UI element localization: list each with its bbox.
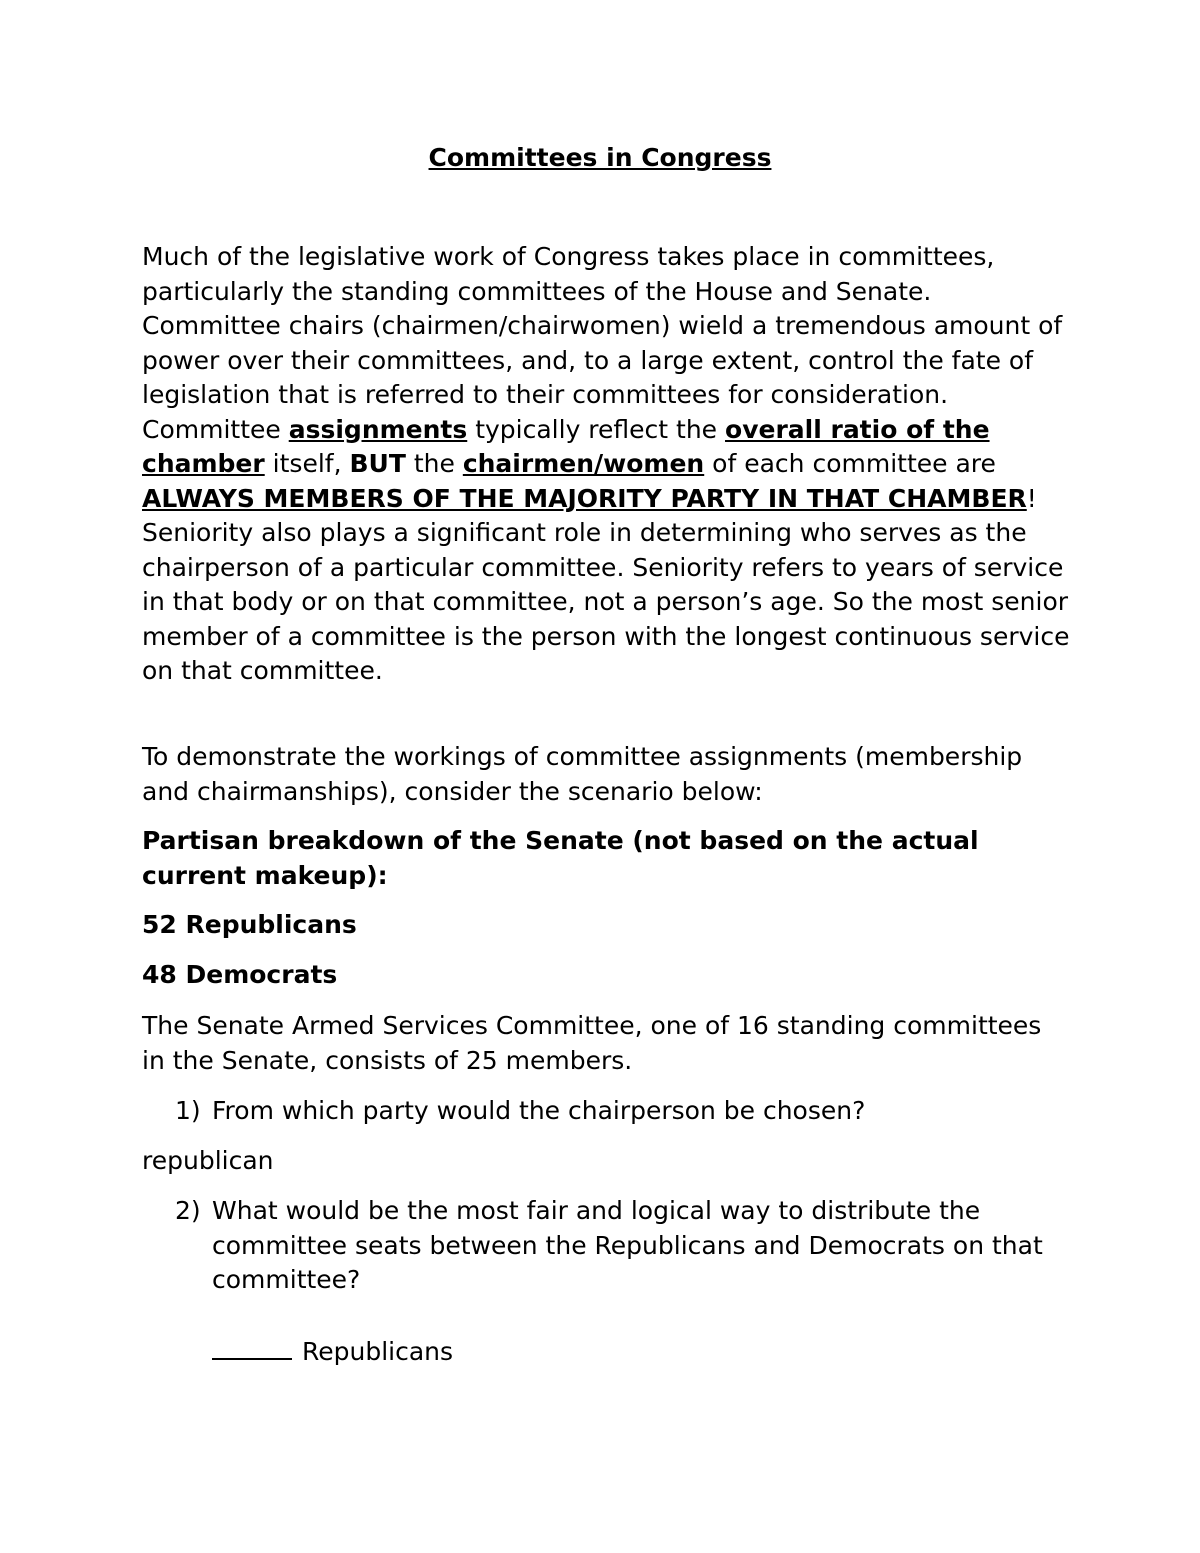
question-2: [175, 1194, 1065, 1298]
intro-text-3: itself,: [264, 449, 350, 478]
answer-1: republican: [142, 1146, 274, 1175]
emphasis-majority-party: ALWAYS MEMBERS OF THE MAJORITY PARTY IN THAT CHAMBER: [142, 483, 1027, 513]
committee-description: The Senate Armed Services Committee, one of 16 standing committees in the Senate, consists of 25 members.: [142, 1011, 1042, 1075]
document-title: Committees in Congress: [428, 143, 772, 172]
scenario-intro-paragraph: To demonstrate the workings of committee assignments (membership and chairmanships), consider the scenario below:: [142, 742, 1023, 806]
intro-text-2: typically reflect the: [467, 414, 726, 444]
intro-paragraph: [142, 240, 1072, 689]
democrats-count: 48 Democrats: [142, 960, 338, 989]
question-2-text: What would be the most fair and logical way to distribute the committee seats between the Republicans and Democrats on that committee?: [212, 1196, 1043, 1294]
question-1-number: 1): [175, 1096, 201, 1125]
question-1-text: From which party would the chairperson be chosen?: [212, 1096, 866, 1125]
republicans-blank-label: Republicans: [302, 1337, 454, 1366]
intro-text-4: the: [405, 449, 463, 478]
intro-text-6: ! Seniority also plays a significant role in determining who serves as the chairperson of a particular committee. Seniority refers to years of service in that body or on that committee, not a person’s age. So the most senior member of a committee is the person with the longest continuous service on that committee.: [142, 483, 1070, 685]
question-1: [175, 1094, 1065, 1129]
republicans-blank-row: [212, 1332, 812, 1370]
republicans-count: 52 Republicans: [142, 910, 357, 939]
intro-text-5: of each committee are: [704, 449, 996, 478]
emphasis-assignments: assignments: [288, 414, 468, 444]
emphasis-chairmen-women: chairmen/women: [462, 449, 705, 478]
question-2-number: 2): [175, 1196, 201, 1225]
republicans-answer-blank[interactable]: [212, 1332, 292, 1360]
emphasis-overall-ratio: overall ratio of the chamber: [142, 414, 990, 478]
intro-text-1: Much of the legislative work of Congress takes place in committees, particularly the standing committees of the House and Senate. Committee chairs (chairmen/chairwomen) wield a tremendous amount of power over their committees, and, to a large extent, control the fate of legislation that is referred to their committees for consideration. Committee: [142, 242, 1063, 444]
breakdown-heading: Partisan breakdown of the Senate (not based on the actual current makeup):: [142, 826, 979, 890]
emphasis-but: BUT: [349, 449, 406, 478]
